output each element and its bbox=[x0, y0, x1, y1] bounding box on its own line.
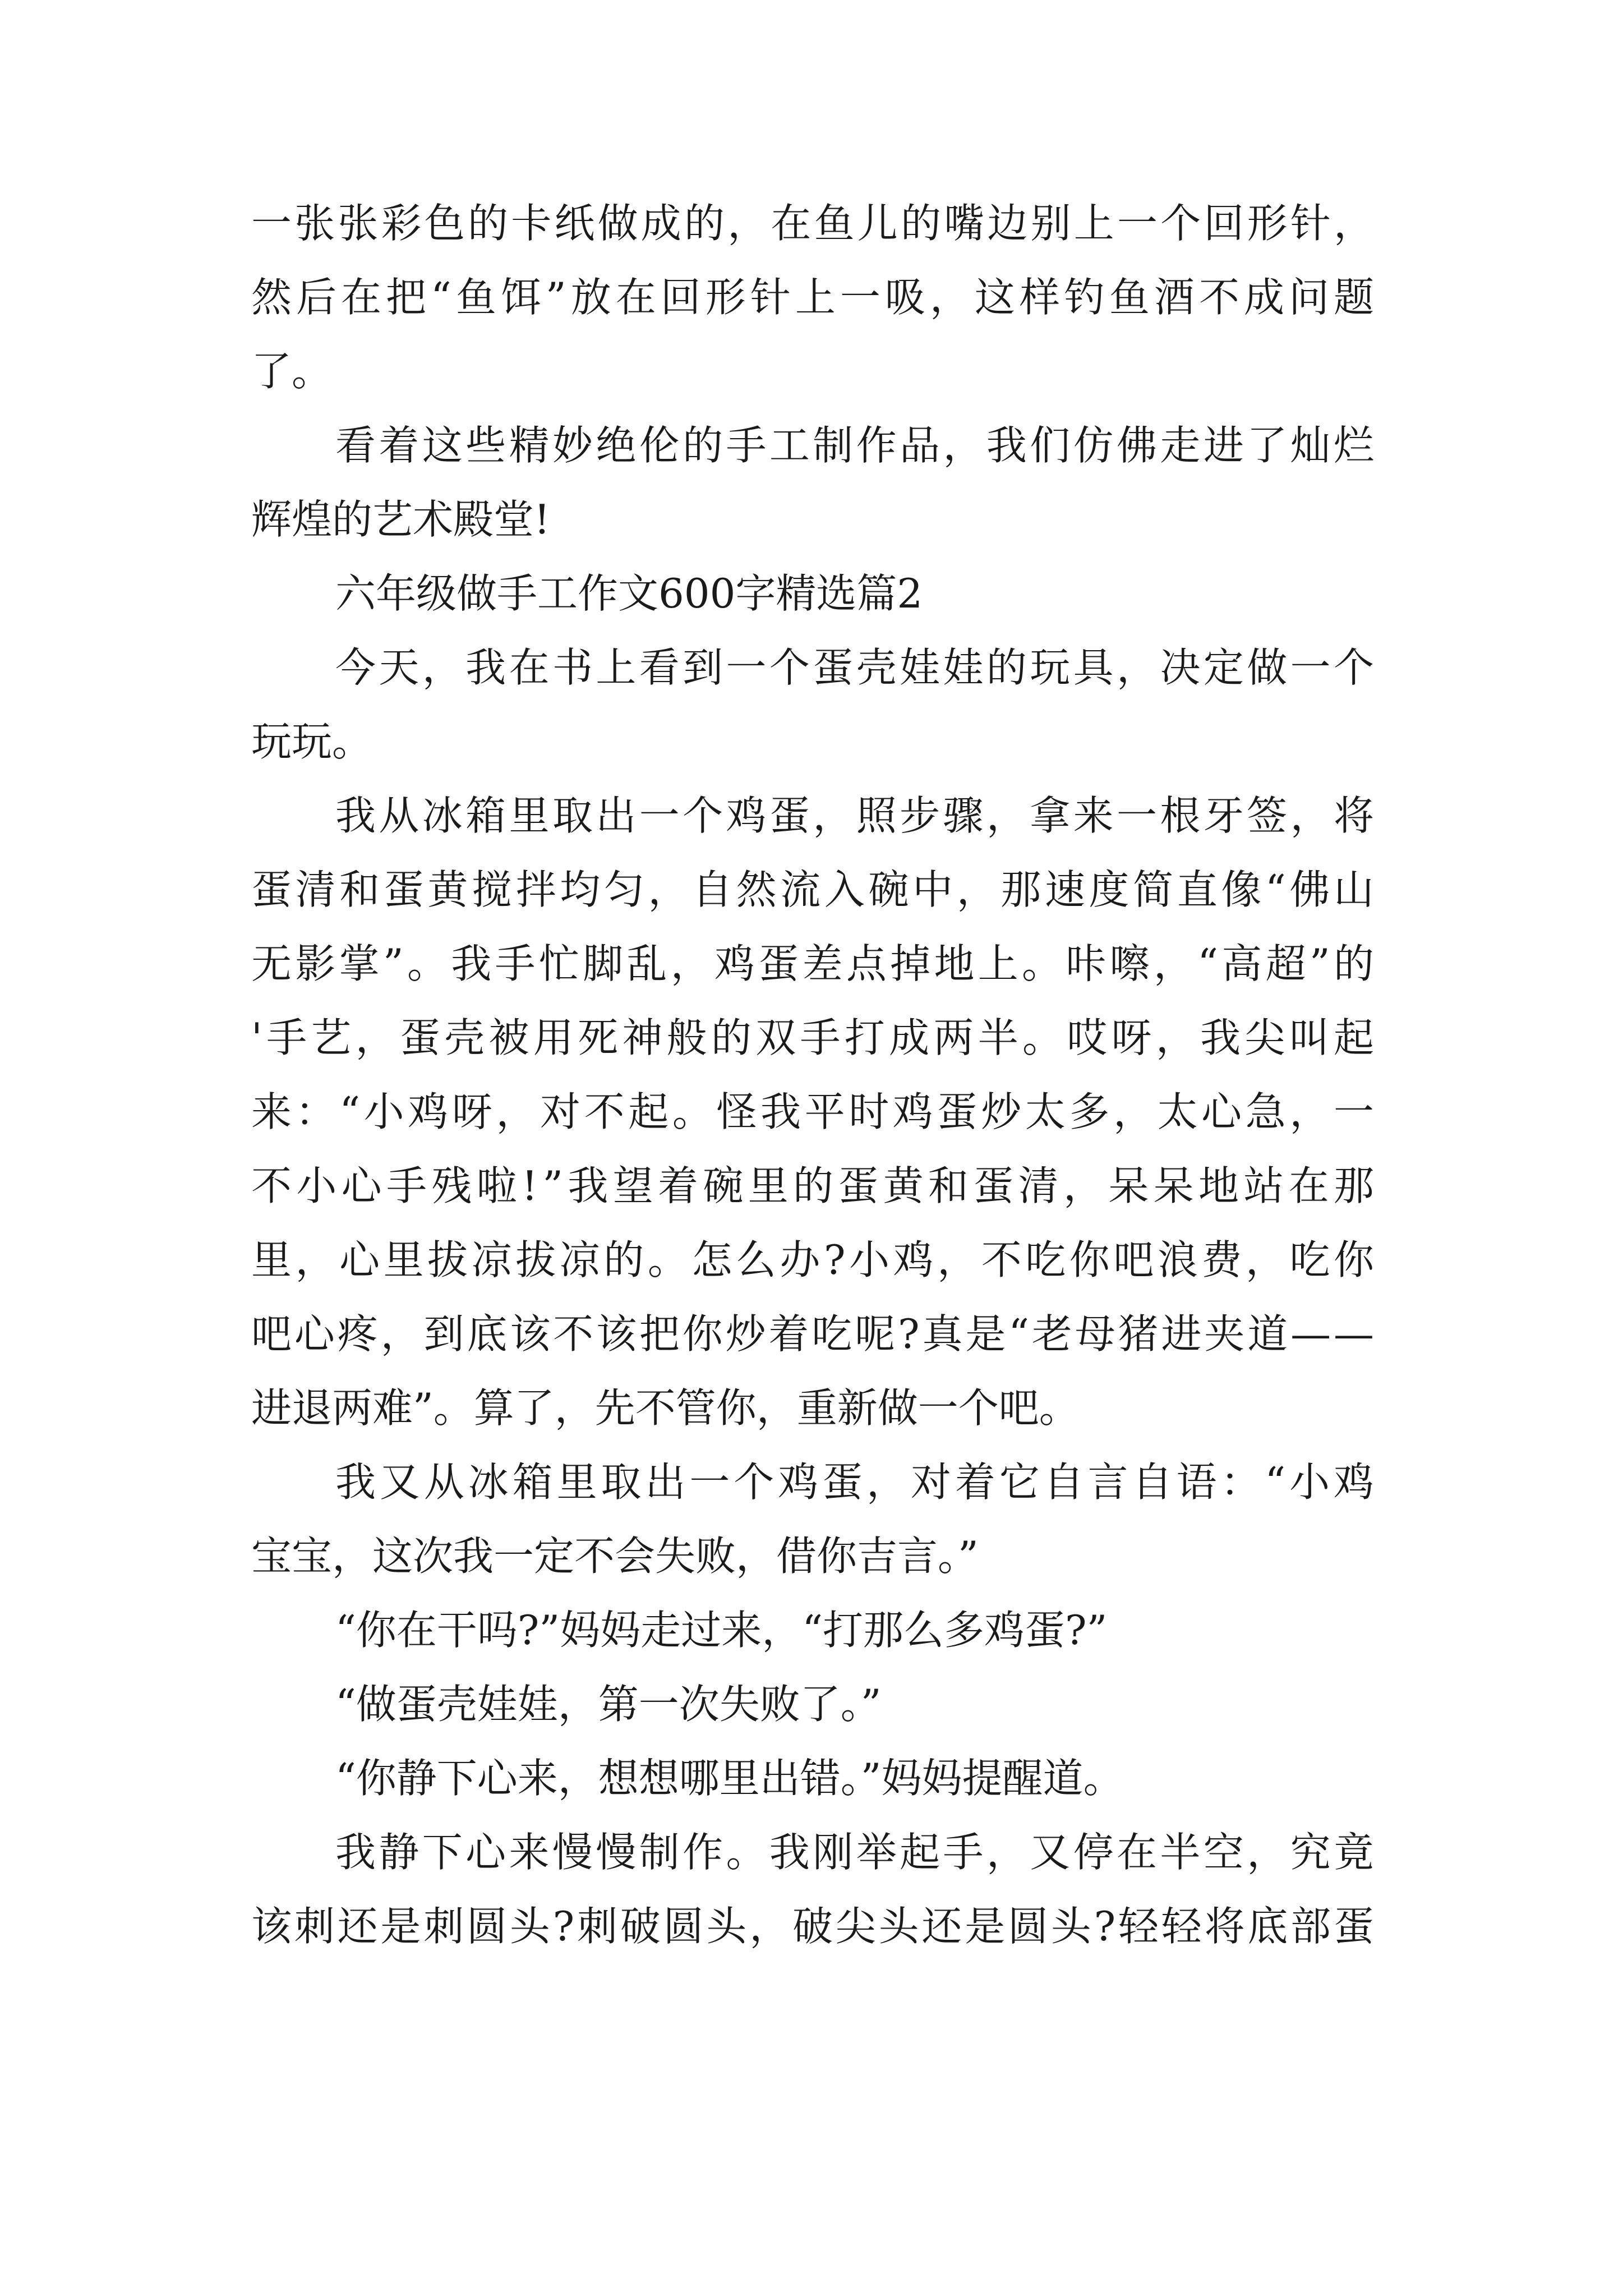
line-text: '手艺，蛋壳被用死神般的双手打成两半。哎呀，我尖叫起 bbox=[251, 1014, 1378, 1061]
line-text: 看着这些精妙绝伦的手工制作品，我们仿佛走进了灿烂 bbox=[335, 422, 1377, 469]
text-line bbox=[0, 338, 1623, 405]
line-text: 该刺还是刺圆头?刺破圆头，破尖头还是圆头?轻轻将底部蛋 bbox=[251, 1903, 1377, 1950]
text-line bbox=[0, 1448, 1623, 1516]
line-text: “做蛋壳娃娃，第一次失败了。” bbox=[335, 1681, 882, 1728]
text-line bbox=[0, 412, 1623, 479]
line-text: 我静下心来慢慢制作。我刚举起手，又停在半空，究竟 bbox=[335, 1829, 1377, 1876]
line-text: 进退两难”。算了，先不管你，重新做一个吧。 bbox=[251, 1384, 1080, 1432]
text-line bbox=[0, 1300, 1623, 1368]
line-text: “你在干吗?”妈妈走过来，“打那么多鸡蛋?” bbox=[335, 1607, 1108, 1654]
line-text: 来：“小鸡呀，对不起。怪我平时鸡蛋炒太多，太心急，一 bbox=[251, 1088, 1378, 1135]
line-text: 无影掌”。我手忙脚乱，鸡蛋差点掉地上。咔嚓，“高超”的 bbox=[251, 940, 1378, 987]
text-line bbox=[0, 1226, 1623, 1294]
text-line bbox=[0, 1671, 1623, 1738]
text-line bbox=[0, 190, 1623, 257]
line-text: 了。 bbox=[251, 348, 333, 395]
line-text: 我又从冰箱里取出一个鸡蛋，对着它自言自语：“小鸡 bbox=[335, 1458, 1378, 1506]
line-text: 然后在把“鱼饵”放在回形针上一吸，这样钓鱼酒不成问题 bbox=[251, 274, 1379, 321]
text-line bbox=[0, 264, 1623, 331]
text-line bbox=[0, 1078, 1623, 1145]
line-text: 蛋清和蛋黄搅拌均匀，自然流入碗中，那速度简直像“佛山 bbox=[251, 866, 1378, 913]
text-line bbox=[0, 1893, 1623, 1960]
text-line bbox=[0, 486, 1623, 553]
text-line bbox=[0, 1152, 1623, 1220]
text-line bbox=[0, 1374, 1623, 1442]
line-text: 我从冰箱里取出一个鸡蛋，照步骤，拿来一根牙签，将 bbox=[335, 792, 1377, 839]
line-text: 辉煌的艺术殿堂! bbox=[251, 496, 550, 543]
line-text: 里，心里拔凉拔凉的。怎么办?小鸡，不吃你吧浪费，吃你 bbox=[251, 1236, 1378, 1283]
text-line bbox=[0, 634, 1623, 701]
line-text: 今天，我在书上看到一个蛋壳娃娃的玩具，决定做一个 bbox=[335, 644, 1377, 691]
text-line bbox=[0, 1522, 1623, 1590]
text-line bbox=[0, 560, 1623, 627]
line-text: 吧心疼，到底该不该把你炒着吃呢?真是“老母猪进夹道—— bbox=[251, 1310, 1377, 1358]
text-line bbox=[0, 1596, 1623, 1664]
line-text: “你静下心来，想想哪里出错。”妈妈提醒道。 bbox=[335, 1755, 1124, 1802]
line-text: 不小心手残啦!”我望着碗里的蛋黄和蛋清，呆呆地站在那 bbox=[251, 1162, 1379, 1209]
line-text: 一张张彩色的卡纸做成的，在鱼儿的嘴边别上一个回形针， bbox=[251, 200, 1377, 247]
text-line bbox=[0, 930, 1623, 997]
text-line bbox=[0, 1745, 1623, 1812]
text-line bbox=[0, 782, 1623, 849]
line-text: 玩玩。 bbox=[251, 718, 373, 765]
text-line bbox=[0, 1004, 1623, 1071]
text-line bbox=[0, 856, 1623, 923]
text-line bbox=[0, 1819, 1623, 1886]
text-line bbox=[0, 708, 1623, 775]
line-text: 宝宝，这次我一定不会失败，借你吉言。” bbox=[251, 1533, 979, 1580]
line-text: 六年级做手工作文600字精选篇2 bbox=[335, 570, 923, 617]
